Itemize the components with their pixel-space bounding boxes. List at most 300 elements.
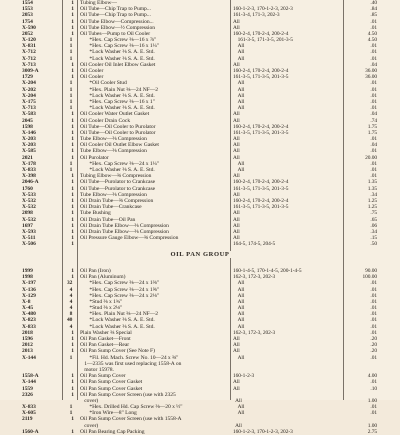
price: .84 [370,6,377,13]
model-applicability: All [237,323,245,330]
description: Tubing Elbow—⅜ Compression [80,173,152,180]
part-number: X-823 [22,317,36,324]
quantity: 1 [71,222,74,229]
description: Oil Tube—Chip Trap to Pump... [80,6,151,13]
part-number: X-833 [22,323,36,330]
description: Oil Drain Tube—Crankcase [80,204,142,211]
quantity: 1 [69,80,73,87]
description: Oil Pan Bearing Cap Packing [80,428,145,435]
model-applicability: 161-3-5, 171-3-5, 201-3-5 [233,204,289,211]
part-number: X-203 [22,142,36,149]
model-applicability: All [237,298,245,305]
model-applicability: All [237,86,245,93]
price: .01 [370,292,378,299]
quantity: 1 [71,241,74,248]
price: .65 [370,216,377,223]
part-number: X-202 [22,86,36,93]
description: Oil Tube Elbow—½ Compression [80,24,156,31]
price: .74 [370,117,377,124]
part-number: X-532 [22,197,36,204]
quantity: 1 [71,191,74,198]
quantity: 1 [71,129,74,136]
model-applicability: All [233,148,240,155]
model-applicability: All [237,92,245,99]
model-applicability: All [237,49,245,56]
price: 1.00 [367,422,377,429]
part-number: X-511 [22,235,36,242]
price: 4.00 [367,373,377,380]
quantity: 1 [71,385,74,392]
description: *Hex. Plain Nut ⅜—24 NF—2 [89,86,159,93]
description: *Lock Washer ⅜ S. A. E. Std. [89,323,155,330]
price: .04 [370,111,377,118]
model-applicability: 161-3-5, 171-3-5, 201-3-5 [237,37,293,44]
quantity: 1 [69,354,73,361]
part-number: X-204 [22,80,36,87]
oil-pan-parts-table [20,268,380,435]
part-number: X-144 [22,379,36,386]
model-applicability: All [233,142,240,149]
description: Oil Tube Elbow—Compression... [80,18,154,25]
quantity: 1 [71,117,74,124]
description: *Lock Washer ⅜ S. A. E. Std. [89,55,155,62]
description: Oil Pan Sump Cover Gasket [80,385,143,392]
price: .01 [370,317,378,324]
part-number: 1553 [22,6,33,13]
quantity: 1 [71,142,74,149]
part-number: X-398 [22,173,36,180]
quantity: 1 [71,154,74,161]
price: .01 [370,55,378,62]
part-number: X-178 [22,160,36,167]
quantity: 1 [71,0,74,6]
quantity: 1 [71,216,74,223]
description: *Hex. Plain Nut ⅜—24 NF—2 [89,311,159,318]
quantity: 1 [69,105,73,112]
price: 36.00 [365,68,377,75]
part-number: 1998 [22,274,33,281]
model-applicability: 161-3-5, 171-3-5, 201-3-5 [233,185,289,192]
price: 1.00 [367,397,377,404]
description: Plain Washer ⅜ Special [80,329,132,336]
model-applicability: 162-3, 172-3, 202-3 [233,274,276,281]
model-applicability: All [237,80,245,87]
part-number: 2053 [22,12,33,19]
description: *Lock Washer ⅜ S. A. E. Std. [89,167,155,174]
price: .01 [370,329,377,336]
part-number: X-590 [22,24,36,31]
quantity: 1 [71,148,74,155]
price: 1.75 [367,129,377,136]
description: Oil Cooler Water Outlet Gasket [80,111,150,118]
quantity: 1 [71,416,74,423]
part-number: X-129 [22,292,36,299]
description: Oil Tube—Oil Cooler to Purolator [80,123,156,130]
model-applicability: All [237,354,245,361]
description: Oil Pan (Iron) [80,267,111,274]
quantity: 1 [71,342,74,349]
price: .20 [370,342,377,349]
price: 1.35 [367,179,377,186]
model-applicability: 164-5, 174-5, 204-5 [233,241,276,248]
quantity: 1 [71,428,74,435]
description: Oil Cooler Oil Inlet Elbow Gasket [80,61,156,68]
part-number: 3009-A [22,68,39,75]
part-number: X-833 [22,167,36,174]
price: 36.00 [365,74,377,81]
description: Oil Pan Sump Cover Screen (use with 1558-A [80,416,182,423]
quantity: 1 [71,74,74,81]
part-number: X-533 [22,191,36,198]
part-number: X-45 [22,305,34,312]
description: cover) [84,422,99,429]
table-row [20,429,380,435]
price: .20 [370,336,377,343]
part-number: X-532 [22,204,36,211]
model-applicability: All [233,136,240,143]
model-applicability: All [237,305,245,312]
model-applicability: All [237,160,245,167]
model-applicability: All [233,111,240,118]
model-applicability: All [233,235,240,242]
description: *Lock Washer ⅜ S. A. E. Std. [89,92,155,99]
part-number: 1999 [22,267,33,274]
model-applicability: 161-3-4, 171-3, 202-3 [233,12,280,19]
description: *Hex. Cap Screw ⅜—16 x 1" [89,98,155,105]
part-number: X-831 [22,43,36,50]
part-number: X-712 [22,49,36,56]
model-applicability: 160-2-4, 170-2-4, 200-2-4 [233,197,289,204]
description: Oil Cooler [80,68,104,75]
price: .01 [370,173,377,180]
price: .10 [370,385,377,392]
quantity: 1 [69,98,73,105]
model-applicability: 160-2-4, 170-2-4, 200-2-4 [233,30,289,37]
part-number: X-713 [22,105,36,112]
price: .01 [370,24,377,31]
price: .01 [370,323,378,330]
part-number: X-480 [22,311,36,318]
price: .01 [370,298,378,305]
description: Oil Cooler Drain Cock [80,117,131,124]
price: .01 [370,105,378,112]
price: .01 [370,167,378,174]
price: .20 [370,348,377,355]
description: *Hex. Cap Screw ⅜—24 x 1⅝" [89,286,160,293]
description: Oil Pressure Gauge Elbow—⅜ Compression [80,235,179,242]
description: Oil Tube—Purolator to Crankcase [80,185,156,192]
model-applicability: All [233,342,240,349]
description: Oil Pan Gasket—Rear [80,342,130,349]
quantity: 1 [69,55,73,62]
part-number: X-833 [22,404,36,411]
price: .01 [370,92,378,99]
quantity: 1 [71,235,74,242]
description: Oil Tube—Chip Trap to Pump... [80,12,151,19]
quantity: 1 [69,37,73,44]
model-applicability: All [237,280,245,287]
description: *Hex. Cap Screw ⅜—24 x 1⅜" [89,280,160,287]
description: Oil Drain Tube—⅜ Compression [80,197,154,204]
quantity: 1 [69,43,73,50]
price: 1.25 [367,197,377,204]
price: .50 [370,241,377,248]
quantity: 1 [71,197,74,204]
description: *Lock Washer ⅜ S. A. E. Std. [89,105,155,112]
part-number: X-605 [22,410,36,417]
price: .01 [370,18,377,25]
model-applicability: All [233,210,240,217]
model-applicability: All [237,292,245,299]
part-number: 2046-A [22,179,39,186]
part-number: 1596 [22,336,33,343]
quantity: 1 [71,391,74,398]
price: .04 [370,61,377,68]
description: *Hex. Drilled Hd. Cap Screw ⅜—20 x ½" [89,404,183,411]
price: .06 [370,222,377,229]
model-applicability: All [233,61,240,68]
model-applicability: 160-2-4, 170-2-4, 200-2-4 [233,123,289,130]
price: .01 [370,305,378,312]
quantity: 1 [71,136,74,143]
price: .01 [370,354,378,361]
description: *Oil Cooler Stud [89,80,127,87]
quantity: 1 [71,111,74,118]
model-applicability: All [233,191,240,198]
quantity: 1 [69,86,73,93]
model-applicability: 160-1-2-3, 170-1-2-3, 202-3 [233,428,293,435]
part-number: 1729 [22,74,33,81]
model-applicability: All [237,404,245,411]
price: .01 [370,311,378,318]
model-applicability: 160-1-2-3, 170-1-2-3, 202-3 [233,6,293,13]
model-applicability: 162-3, 172-3, 202-3 [233,329,276,336]
quantity: 1 [69,92,73,99]
model-applicability: All [233,348,240,355]
quantity: 1 [71,274,74,281]
part-number: X-203 [22,136,36,143]
quantity: 1 [71,267,74,274]
part-number: X-593 [22,228,36,235]
model-applicability: 160-2-4, 170-2-4, 200-2-4 [233,179,289,186]
model-applicability: All [233,24,240,31]
part-number: 1760 [22,185,33,192]
price: 20.00 [365,154,377,161]
quantity: 8 [69,311,73,318]
model-applicability: 160-1-2-3 [233,373,255,380]
description: *Lock Washer ⅜ S. A. E. Std. [89,49,155,56]
description: Oil Pan Gasket—Front [80,336,131,343]
price: .75 [370,210,377,217]
section-title: OIL PAN GROUP [0,251,400,258]
description: Oil Drain Tube Elbow—⅜ Compression [80,222,169,229]
description: cover) [84,397,99,404]
part-number: 2012 [22,342,33,349]
price: 100.00 [362,274,377,281]
price: 1.35 [367,185,377,192]
description: Tube Bushing [80,210,111,217]
quantity: 1 [71,6,74,13]
price: .01 [370,280,378,287]
part-number: X-204 [22,92,36,99]
description: *Hex. Cap Screw ⅜—24 x 1¼" [89,160,160,167]
description: Oil Tubes—Pump to Oil Cooler [80,30,151,37]
price: .85 [370,12,377,19]
description: *Hex. Cap Screw ⅜—24 x 2⅛" [89,292,160,299]
model-applicability: All [237,105,245,112]
model-applicability: 161-3-5, 171-3-5, 201-3-5 [233,129,289,136]
quantity: 32 [66,280,73,287]
price: .01 [370,404,378,411]
quantity: 1 [71,329,74,336]
part-number: 1560-A [22,428,39,435]
description: *Stud ⅜ x 2⅛" [89,305,123,312]
model-applicability: 160-1-4-5, 170-1-4-5, 200-1-4-5 [233,267,302,274]
model-applicability: All [233,154,240,161]
part-number: X-532 [22,216,36,223]
description: *Hex. Cap Screw ⅜—16 x ⅞" [89,37,157,44]
model-applicability: All [233,216,240,223]
part-number: X-712 [22,55,36,62]
quantity: 4 [69,298,73,305]
quantity: 1 [71,18,74,25]
description: Oil Tube—Oil Cooler to Purolator [80,129,156,136]
quantity: 4 [69,286,73,293]
price: .01 [370,160,378,167]
part-number: 2052 [22,30,33,37]
part-number: X-146 [22,129,36,136]
description: *Lock Washer ⅜ S. A. E. Std. [89,317,155,324]
part-number: 1697 [22,222,33,229]
description: *Iron Wire—8" Long [89,410,137,417]
part-number: 1754 [22,18,33,25]
part-number: X-713 [22,61,36,68]
price: .01 [370,410,378,417]
quantity: 1 [71,24,74,31]
price: 4.50 [367,30,377,37]
model-applicability: All [237,98,245,105]
quantity: 1 [69,167,73,174]
description: Oil Tube—Purolator to Crankcase [80,179,156,186]
quantity: 1 [71,179,74,186]
model-applicability: All [235,397,242,404]
description: Oil Purolator [80,154,109,161]
quantity: 4 [69,323,73,330]
quantity: 1 [71,204,74,211]
price: .01 [370,49,378,56]
quantity: 1 [69,49,73,56]
price: .01 [370,136,377,143]
model-applicability: All [235,422,242,429]
model-applicability: All [233,336,240,343]
price: .34 [370,228,377,235]
description: Oil Pan (Aluminum) [80,274,126,281]
model-applicability: All [233,222,240,229]
description: Oil Pan Sump Cover (See Note F) [80,348,155,355]
table-row [20,241,380,247]
part-number: X-8 [22,298,31,305]
description: Oil Drain Tube—Oil Pan [80,216,136,223]
price: .01 [370,98,378,105]
description: Oil Pan Sump Cover Gasket [80,379,143,386]
quantity: 1 [71,12,74,19]
model-applicability: All [237,410,245,417]
quantity: 1 [71,348,74,355]
part-number: 1554 [22,0,33,6]
model-applicability: All [233,228,240,235]
quantity: 1 [69,404,73,411]
model-applicability: All [233,18,240,25]
quantity: 4 [69,292,73,299]
part-number: X-120 [22,37,36,44]
model-applicability: All [237,43,245,50]
quantity: 1 [69,410,73,417]
part-number: X-144 [22,354,36,361]
part-number: 2021 [22,154,33,161]
price: .01 [370,148,377,155]
description: Tubing Elbow— [80,0,117,6]
price: .01 [370,86,378,93]
price: 1.25 [367,204,377,211]
description: Oil Cooler [80,74,104,81]
model-applicability: All [237,167,245,174]
description: 1—2335 was first used replacing 1558-A on [84,360,182,367]
description: Tube Elbow—⅜ Compression [80,191,147,198]
price: .01 [370,379,377,386]
quantity: 1 [71,336,74,343]
model-applicability: All [233,379,240,386]
part-number: 1558-A [22,373,39,380]
part-number: 2326 [22,391,33,398]
description: motor 15978. [84,366,114,373]
top-parts-table [20,0,380,248]
quantity: 1 [71,30,74,37]
description: *Stud ⅜ x 1¾" [89,298,123,305]
price: .01 [370,80,378,87]
part-number: 1598 [22,123,33,130]
quantity: 1 [71,123,74,130]
quantity: 1 [71,68,74,75]
part-number: X-197 [22,280,36,287]
description: *Hex. Cap Screw ⅜—16 x 1¼" [89,43,160,50]
quantity: 1 [71,173,74,180]
price: 4.50 [367,37,378,44]
description: Tube Elbow—⅜ Compression [80,136,147,143]
model-applicability: All [233,173,240,180]
price: 1.75 [367,123,377,130]
quantity: 4 [69,305,73,312]
description: Oil Drain Tube Elbow—⅜ Compression [80,228,169,235]
description: Oil Pan Sump Cover [80,373,126,380]
quantity: 1 [71,379,74,386]
model-applicability: All [237,286,245,293]
model-applicability: All [233,385,240,392]
part-number: X-585 [22,148,36,155]
quantity: 1 [71,185,74,192]
part-number: 1559 [22,385,33,392]
model-applicability: 161-3-5, 171-3-5, 201-3-5 [233,74,289,81]
quantity: 1 [69,160,73,167]
part-number: 2119 [22,416,33,423]
part-number: X-583 [22,111,36,118]
price: .34 [370,191,377,198]
model-applicability: 160-2-4, 170-2-4, 200-2-4 [233,68,289,75]
price: .04 [370,142,377,149]
quantity: 1 [71,210,74,217]
part-number: X-175 [22,98,36,105]
model-applicability: All [233,117,240,124]
part-number: X-506 [22,241,36,248]
